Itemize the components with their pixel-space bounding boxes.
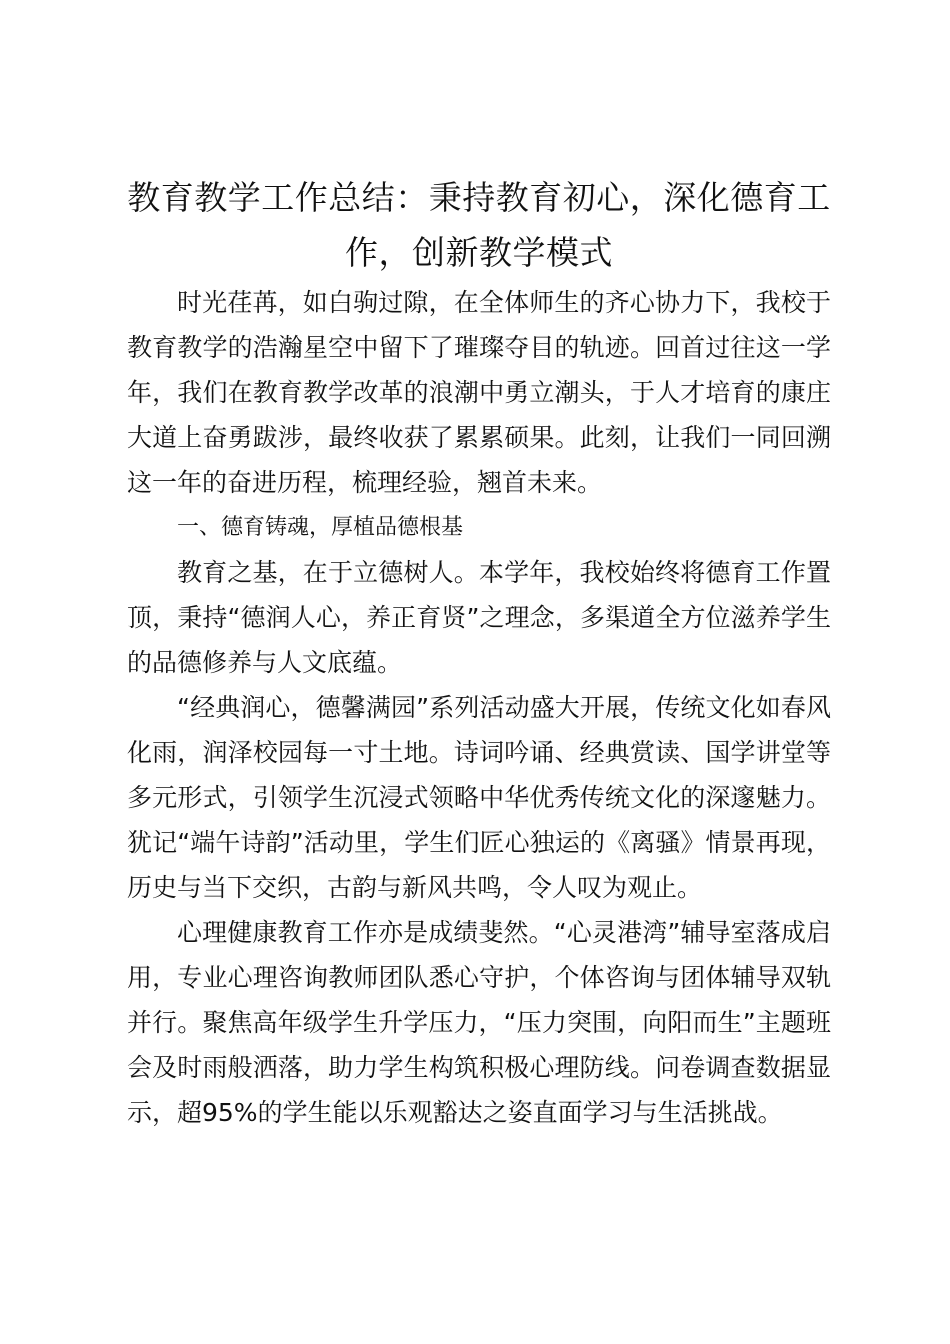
section-paragraph-3: 心理健康教育工作亦是成绩斐然。“心灵港湾”辅导室落成启用，专业心理咨询教师团队悉心守护，个体咨询与团体辅导双轨并行。聚焦高年级学生升学压力，“压力突围，向阳而生”主题班会及时雨般洒落，助力学生构筑积极心理防线。问卷调查数据显示，超95%的学生能以乐观豁达之姿直面学习与生活挑战。: [127, 918, 831, 1127]
document-title: 教育教学工作总结：秉持教育初心，深化德育工作，创新教学模式: [127, 178, 831, 272]
intro-paragraph: 时光荏苒，如白驹过隙，在全体师生的齐心协力下，我校于教育教学的浩瀚星空中留下了璀璨夺目的轨迹。回首过往这一学年，我们在教育教学改革的浪潮中勇立潮头，于人才培育的康庄大道上奋勇跋涉，最终收获了累累硕果。此刻，让我们一同回溯这一年的奋进历程，梳理经验，翘首未来。: [127, 288, 831, 497]
section-paragraph-2: “经典润心，德馨满园”系列活动盛大开展，传统文化如春风化雨，润泽校园每一寸土地。诗词吟诵、经典赏读、国学讲堂等多元形式，引领学生沉浸式领略中华优秀传统文化的深邃魅力。犹记“端午诗韵”活动里，学生们匠心独运的《离骚》情景再现，历史与当下交织，古韵与新风共鸣，令人叹为观止。: [127, 693, 831, 902]
document-page: [127, 170, 831, 1135]
section-heading: 一、德育铸魂，厚植品德根基: [177, 515, 464, 540]
section-paragraph-1: 教育之基，在于立德树人。本学年，我校始终将德育工作置顶，秉持“德润人心，养正育贤”之理念，多渠道全方位滋养学生的品德修养与人文底蕴。: [127, 558, 831, 677]
